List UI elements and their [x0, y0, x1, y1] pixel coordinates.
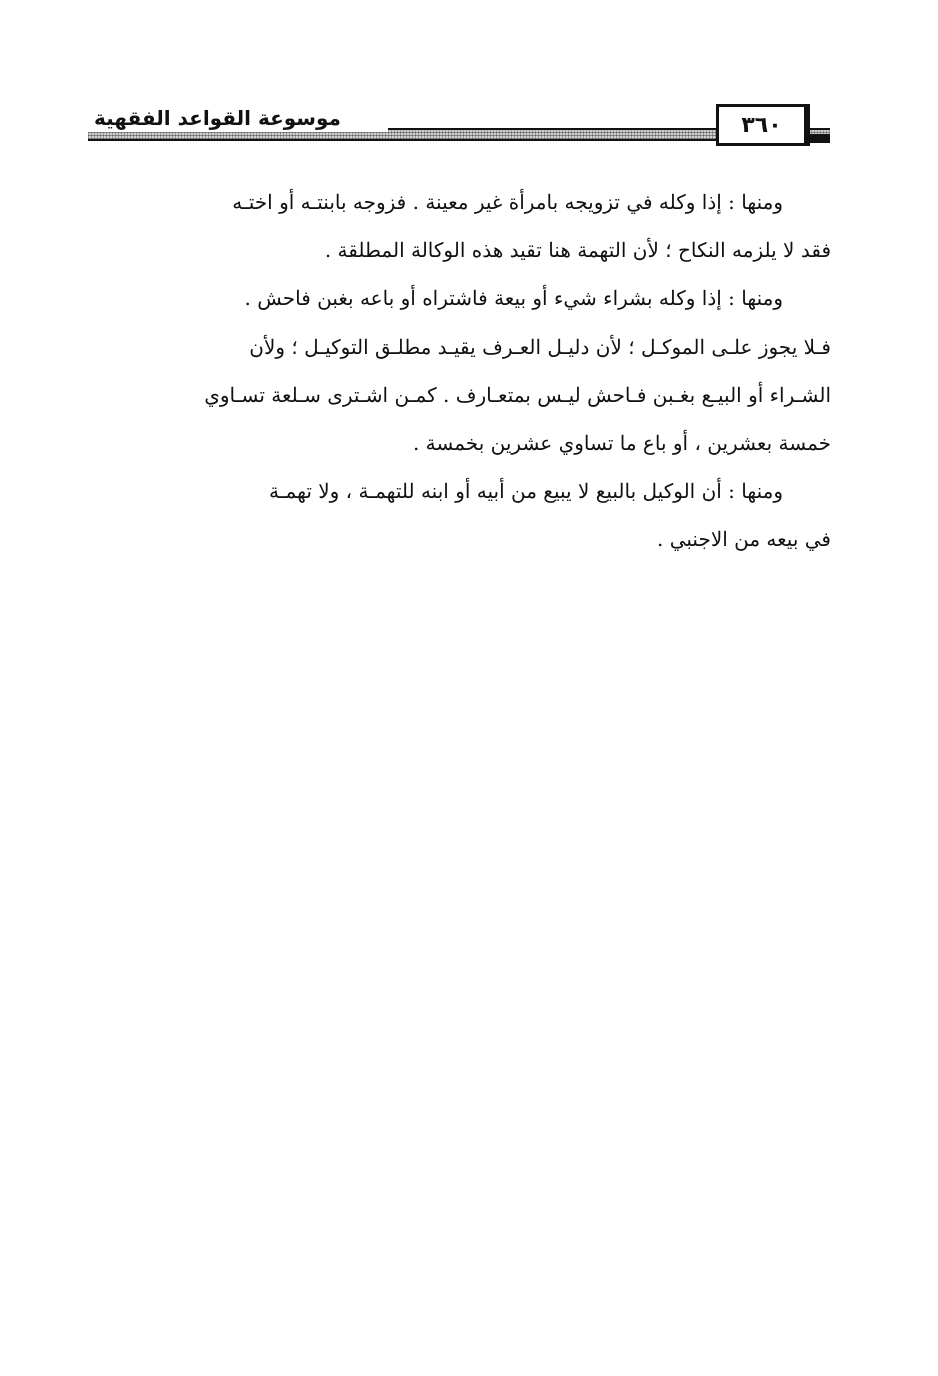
text-line: في بيعه من الاجنبي . [657, 527, 831, 552]
page-number [716, 104, 810, 146]
text-line: خمسة بعشرين ، أو باع ما تساوي عشرين بخمسة . [412, 431, 831, 456]
text-line: ومنها : إذا وكله في تزويجه بامرأة غير معينة . فزوجه بابنتـه أو اختـه [232, 190, 783, 214]
text-line: ومنها : إذا وكله بشراء شيء أو بيعة فاشتراه أو باعه بغبن فاحش . [244, 286, 783, 311]
running-header-title: موسوعة القواعد الفقهية [88, 104, 388, 132]
text-line: فقد لا يلزمه النكاح ؛ لأن التهمة هنا تقيد هذه الوكالة المطلقة . [324, 238, 831, 263]
page-number-tick [810, 134, 830, 143]
page-number-value: ٣٦٠ [741, 112, 782, 138]
body-text [86, 178, 831, 564]
text-line: فـلا يجوز علـى الموكـل ؛ لأن دليـل العـرف يقيـد مطلـق التوكيـل ؛ ولأن [249, 334, 831, 359]
text-line: ومنها : أن الوكيل بالبيع لا يبيع من أبيه أو ابنه للتهمـة ، ولا تهمـة [268, 479, 783, 504]
text-line: الشـراء أو البيـع بغـبن فـاحش ليـس بمتعـارف . كمـن اشـترى سـلعة تسـاوي [204, 382, 831, 407]
